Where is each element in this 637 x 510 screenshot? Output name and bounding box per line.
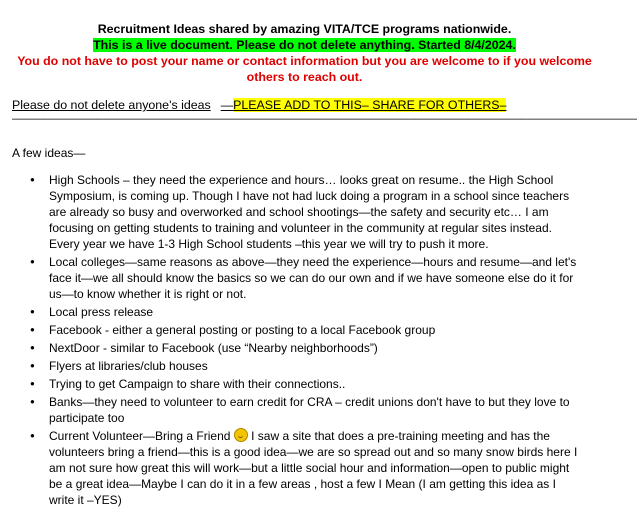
- list-item: ● Facebook - either a general posting or posting to a local Facebook group: [12, 322, 580, 338]
- volunteer-idea-text: I saw a site that does a pre-training meeting and has the volunteers bring a friend—this is a good idea—we are so spread out and so many snow birds here I am not sure how great this will work—but a little social hour and information—open to public might be a great idea—Maybe I can do it in a few areas , host a few I Mean (I am getting this idea as I write it –YES): [49, 429, 578, 507]
- smiling-face-icon: [234, 428, 248, 442]
- list-item: ● Flyers at libraries/club houses: [12, 358, 580, 374]
- delete-warning-text: Please do not delete anyone's ideas: [12, 98, 211, 112]
- ideas-list: [12, 172, 580, 510]
- list-item-volunteer: [12, 428, 580, 508]
- separator-line: ———————————————————————————————————————————————————————————: [12, 113, 637, 125]
- list-item: ● NextDoor - similar to Facebook (use “Nearby neighborhoods”): [12, 340, 580, 356]
- document-title: Recruitment Ideas shared by amazing VITA/TCE programs nationwide.: [97, 22, 512, 36]
- volunteer-idea-lead: Current Volunteer—Bring a Friend: [49, 429, 231, 443]
- live-document-notice-row: [0, 37, 609, 53]
- delete-warning-row: [12, 97, 506, 113]
- list-item: ● Banks—they need to volunteer to earn credit for CRA – credit unions don't have to but they love to participate too: [12, 394, 580, 426]
- privacy-notice-line-2: others to reach out.: [246, 70, 363, 84]
- privacy-notice-line-1: You do not have to post your name or contact information but you are welcome to if you welcome: [17, 54, 592, 68]
- delete-warning-dash: —: [220, 98, 234, 112]
- intro-text: A few ideas—: [12, 146, 86, 160]
- list-item: ● Local colleges—same reasons as above—they need the experience—hours and resume—and let's face it—we all should know the basics so we can do our own and if we have someone else do it for us—to know whether it is right or not.: [12, 254, 580, 302]
- list-item: ● Trying to get Campaign to share with their connections..: [12, 376, 580, 392]
- add-to-this-notice: PLEASE ADD TO THIS– SHARE FOR OTHERS–: [233, 98, 507, 112]
- list-item: ● Local press release: [12, 304, 580, 320]
- list-item: ● High Schools – they need the experience and hours… looks great on resume.. the High School Symposium, is coming up. Though I have not had luck doing a program in a school since teachers are already so busy and overworked and school shootings—the safety and security etc… I am focusing on getting students to training and volunteer in the community at regular sites instead. Every year we have 1-3 High School students –this year we will try to push it more.: [12, 172, 580, 252]
- live-document-notice: This is a live document. Please do not delete anything. Started 8/4/2024.: [93, 38, 516, 52]
